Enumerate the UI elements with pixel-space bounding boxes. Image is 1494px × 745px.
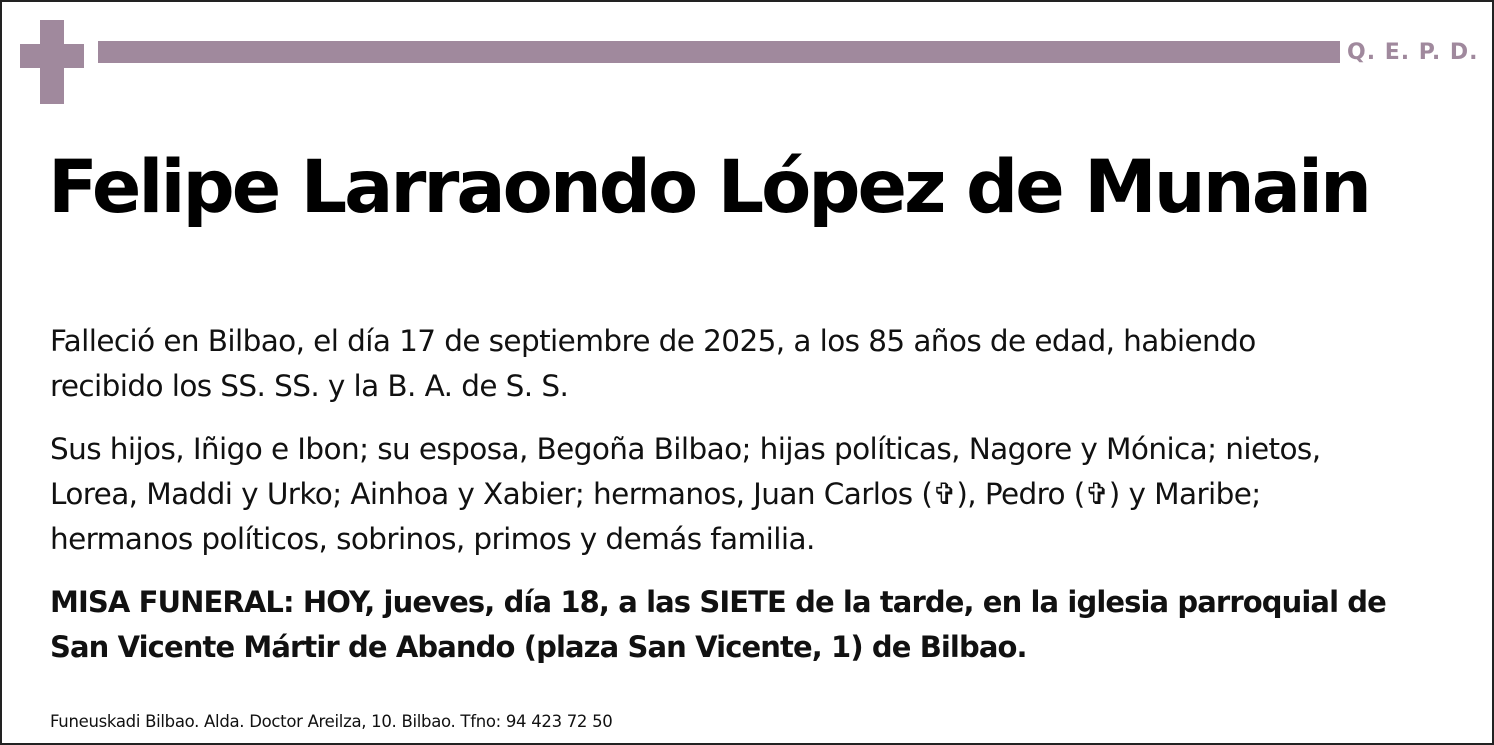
funeral-home-footer: Funeuskadi Bilbao. Alda. Doctor Areilza, 10. Bilbao. Tfno: 94 423 72 50 bbox=[50, 712, 613, 731]
family-text: ), Pedro ( bbox=[956, 477, 1085, 511]
funeral-line: MISA FUNERAL: HOY, jueves, día 18, a las SIETE de la tarde, en la iglesia parroquial de bbox=[50, 585, 1386, 619]
funeral-paragraph bbox=[50, 580, 1470, 670]
deceased-name: Felipe Larraondo López de Munain bbox=[48, 145, 1369, 230]
family-text: ) y Maribe; bbox=[1108, 477, 1261, 511]
cross-icon bbox=[20, 20, 84, 104]
death-paragraph bbox=[50, 319, 1470, 409]
funeral-line: San Vicente Mártir de Abando (plaza San Vicente, 1) de Bilbao. bbox=[50, 630, 1027, 664]
death-line: recibido los SS. SS. y la B. A. de S. S. bbox=[50, 369, 569, 403]
family-text: Lorea, Maddi y Urko; Ainhoa y Xabier; hermanos, Juan Carlos ( bbox=[50, 477, 933, 511]
deceased-cross-icon: ✞ bbox=[1084, 477, 1109, 511]
family-paragraph bbox=[50, 427, 1470, 562]
family-line bbox=[50, 472, 1470, 517]
cross-horizontal-bar bbox=[20, 44, 84, 68]
header-rule bbox=[98, 41, 1340, 63]
deceased-cross-icon: ✞ bbox=[932, 477, 957, 511]
qepd-label: Q. E. P. D. bbox=[1347, 40, 1479, 65]
family-line: Sus hijos, Iñigo e Ibon; su esposa, Begoña Bilbao; hijas políticas, Nagore y Mónica; nietos, bbox=[50, 432, 1321, 466]
death-line: Falleció en Bilbao, el día 17 de septiembre de 2025, a los 85 años de edad, habiendo bbox=[50, 324, 1256, 358]
family-line: hermanos políticos, sobrinos, primos y demás familia. bbox=[50, 522, 815, 556]
